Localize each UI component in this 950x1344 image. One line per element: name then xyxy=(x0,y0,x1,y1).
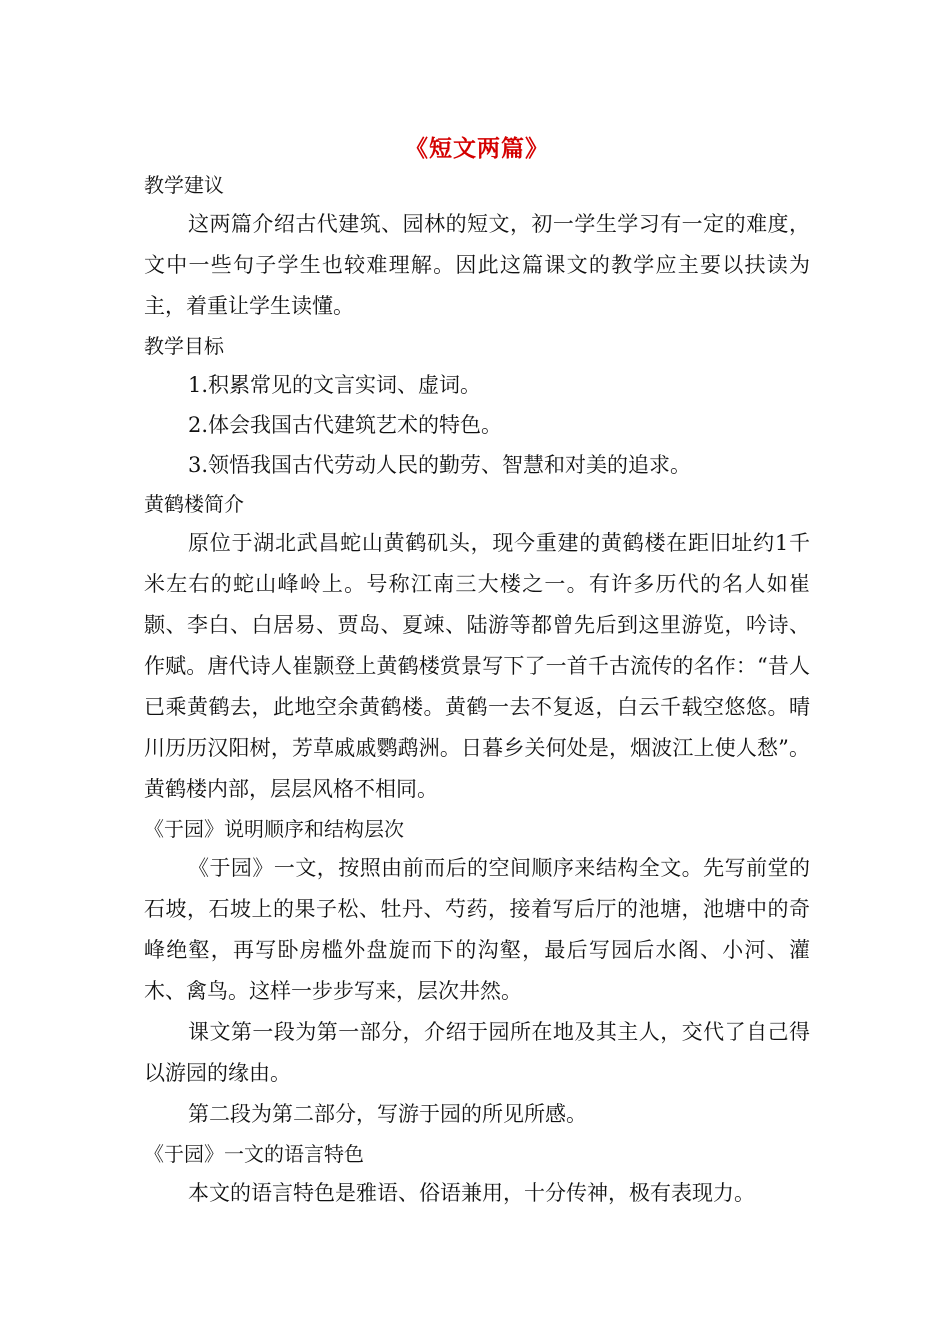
section-heading: 《于园》说明顺序和结构层次 xyxy=(144,817,404,841)
paragraph: 课文第一段为第一部分，介绍于园所在地及其主人，交代了自己得以游园的缘由。 xyxy=(144,1020,810,1085)
section-heading: 《于园》一文的语言特色 xyxy=(144,1142,364,1166)
document-title: 《短文两篇》 xyxy=(405,135,549,162)
section-huanghelou-intro xyxy=(144,489,810,810)
paragraph: 第二段为第二部分，写游于园的所见所感。 xyxy=(188,1102,587,1126)
paragraph: 这两篇介绍古代建筑、园林的短文，初一学生学习有一定的难度，文中一些句子学生也较难理解。因此这篇课文的教学应主要以扶读为主，着重让学生读懂。 xyxy=(144,212,810,318)
list-item: 3.领悟我国古代劳动人民的勤劳、智慧和对美的追求。 xyxy=(188,453,692,477)
section-teaching-advice xyxy=(144,170,810,327)
section-heading: 教学建议 xyxy=(144,173,224,197)
list-item: 1.积累常见的文言实词、虚词。 xyxy=(188,373,482,397)
paragraph: 本文的语言特色是雅语、俗语兼用，十分传神，极有表现力。 xyxy=(188,1181,755,1205)
section-teaching-goals xyxy=(144,331,810,485)
section-yuyuan-language xyxy=(144,1139,810,1214)
paragraph: 原位于湖北武昌蛇山黄鹤矶头，现今重建的黄鹤楼在距旧址约1千米左右的蛇山峰岭上。号称江南三大楼之一。有许多历代的名人如崔颢、李白、白居易、贾岛、夏竦、陆游等都曾先后到这里游览，吟诗、作赋。唐代诗人崔颢登上黄鹤楼赏景写下了一首千古流传的名作：“昔人已乘黄鹤去，此地空余黄鹤楼。黄鹤一去不复返，白云千载空悠悠。晴川历历汉阳树，芳草戚戚鹦鹉洲。日暮乡关何处是，烟波江上使人愁”。黄鹤楼内部，层层风格不相同。 xyxy=(144,531,810,801)
section-heading: 黄鹤楼简介 xyxy=(144,492,244,516)
paragraph: 《于园》一文，按照由前而后的空间顺序来结构全文。先写前堂的石坡，石坡上的果子松、牡丹、芍药，接着写后厅的池塘，池塘中的奇峰绝壑，再写卧房槛外盘旋而下的沟壑，最后写园后水阁、小河、灌木、禽鸟。这样一步步写来，层次井然。 xyxy=(144,856,810,1003)
section-yuyuan-structure xyxy=(144,814,810,1135)
section-heading: 教学目标 xyxy=(144,334,224,358)
list-item: 2.体会我国古代建筑艺术的特色。 xyxy=(188,413,503,437)
